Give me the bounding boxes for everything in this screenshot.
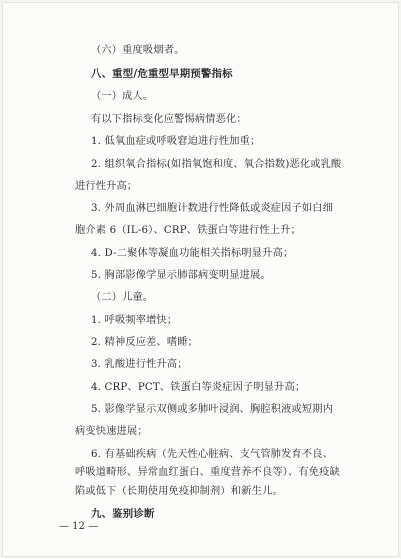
child-item-1: 1. 呼吸频率增快； bbox=[91, 315, 178, 326]
page-number: — 12 — bbox=[59, 521, 99, 532]
child-item-6-cont-2: 陷或低下（长期使用免疫抑制剂）和新生儿。 bbox=[75, 486, 283, 497]
child-item-5-cont: 病变快速进展； bbox=[75, 426, 148, 437]
child-item-6-cont-1: 呼吸道畸形、异常血红蛋白、重度营养不良等）、有免疫缺 bbox=[75, 467, 340, 478]
adult-item-1: 1. 低氧血症或呼吸窘迫进行性加重； bbox=[91, 136, 261, 147]
section-heading-early-warning: 八、重型/危重型早期预警指标 bbox=[91, 68, 233, 80]
adult-item-4: 4. D-二聚体等凝血功能相关指标明显升高； bbox=[91, 248, 294, 259]
child-item-5: 5. 影像学显示双侧或多肺叶浸润、胸腔积液或短期内 bbox=[91, 404, 334, 415]
child-item-6: 6. 有基础疾病（先天性心脏病、支气管肺发育不良、 bbox=[91, 449, 334, 460]
adult-item-3-cont: 胞介素 6（IL-6）、CRP、铁蛋白等进行性上升； bbox=[75, 225, 302, 236]
adult-item-2: 2. 组织氧合指标(如指氧饱和度、氧合指数)恶化或乳酸 bbox=[91, 159, 342, 170]
text-line-intro: 有以下指标变化应警惕病情恶化： bbox=[91, 114, 247, 125]
child-item-4: 4. CRP、PCT、铁蛋白等炎症因子明显升高； bbox=[91, 382, 306, 393]
subheading-children: （二）儿童。 bbox=[91, 292, 154, 303]
adult-item-3: 3. 外周血淋巴细胞计数进行性降低或炎症因子如白细 bbox=[91, 203, 334, 214]
child-item-3: 3. 乳酸进行性升高； bbox=[91, 359, 188, 370]
child-item-2: 2. 精神反应差、嗜睡； bbox=[91, 337, 199, 348]
section-heading-differential: 九、鉴别诊断 bbox=[91, 508, 155, 520]
adult-item-2-cont: 进行性升高； bbox=[75, 181, 138, 192]
text-line-severe-smoker: （六）重度吸烟者。 bbox=[91, 45, 185, 56]
adult-item-5: 5. 胸部影像学显示肺部病变明显进展。 bbox=[91, 270, 271, 281]
subheading-adults: （一）成人。 bbox=[91, 91, 154, 102]
document-page bbox=[2, 2, 399, 557]
